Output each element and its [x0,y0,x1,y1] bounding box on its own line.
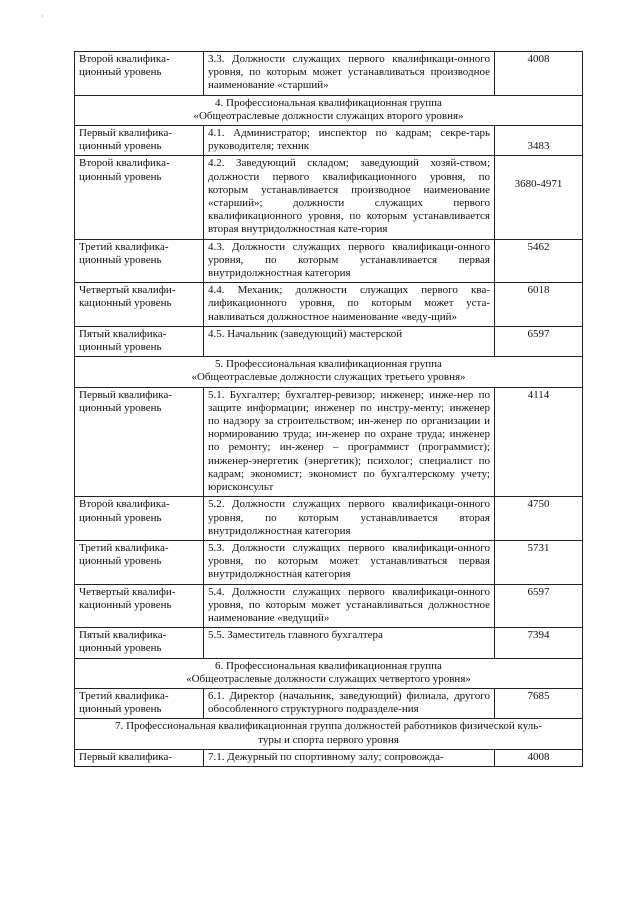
group-subtitle-line: туры и спорта первого уровня [258,733,399,746]
group-title [75,95,583,125]
salary-amount-cell: 5731 [495,540,583,584]
table-row [75,688,583,718]
table-row [75,628,583,658]
position-description-cell: 5.1. Бухгалтер; бухгалтер-ревизор; инженер; инже-нер по защите информации; инженер по инстру-менту; инженер по надзору за строительством; ин-женер по организации и нормированию труда; ин-женер по охране труда; инженер по ремонту; ин-женер – программист (программист); инженер-энергетик (энергетик); психолог; специалист по кадрам; экономист; экономист по бухгалтерскому учету; юрисконсульт [204,387,495,497]
position-description-cell: 4.1. Администратор; инспектор по кадрам; секре-тарь руководителя; техник [204,126,495,156]
level-cell: Третий квалифика-ционный уровень [75,239,204,283]
salary-amount-cell: 5462 [495,239,583,283]
table-row [75,156,583,239]
table-row [75,326,583,356]
table-row [75,540,583,584]
group-header-row [75,357,583,387]
qualification-groups-table [74,51,583,767]
group-title-line: 7. Профессиональная квалификационная группа должностей работников физической куль- [115,720,542,733]
group-title-line: 4. Профессиональная квалификационная группа [215,96,442,109]
level-cell: Пятый квалифика-ционный уровень [75,628,204,658]
scan-mark: ˙ [41,14,44,24]
group-header-row [75,658,583,688]
salary-amount-cell: 4008 [495,749,583,766]
table-row [75,239,583,283]
group-header-row [75,719,583,749]
table-row [75,749,583,766]
salary-amount-cell: 4114 [495,387,583,497]
salary-amount-cell: 6597 [495,326,583,356]
table-row [75,52,583,96]
position-description-cell: 4.3. Должности служащих первого квалификаци-онного уровня, по которым устанавливается первая внутридолжностная категория [204,239,495,283]
position-description-cell: 5.4. Должности служащих первого квалификаци-онного уровня, по которым может устанавливаться должностное наименование «ведущий» [204,584,495,628]
salary-amount-cell: 7394 [495,628,583,658]
level-cell: Первый квалифика-ционный уровень [75,387,204,497]
group-title [75,357,583,387]
salary-amount-cell: 7685 [495,688,583,718]
salary-amount-cell: 3483 [495,126,583,156]
position-description-cell: 4.5. Начальник (заведующий) мастерской [204,326,495,356]
level-cell: Четвертый квалифи-кационный уровень [75,584,204,628]
position-description-cell: 5.2. Должности служащих первого квалификаци-онного уровня, по которым устанавливается вторая внутридолжностная категория [204,497,495,541]
group-title-line: 5. Профессиональная квалификационная группа [215,358,442,371]
salary-amount-cell: 4008 [495,52,583,96]
level-cell: Второй квалифика-ционный уровень [75,497,204,541]
salary-amount-cell: 3680-4971 [495,156,583,239]
level-cell: Пятый квалифика-ционный уровень [75,326,204,356]
group-subtitle-line: «Общеотраслевые должности служащих четвертого уровня» [186,672,471,685]
group-header-row [75,95,583,125]
group-subtitle-line: «Общеотраслевые должности служащих второго уровня» [193,109,464,122]
group-subtitle-line: «Общеотраслевые должности служащих третьего уровня» [191,371,466,384]
level-cell: Третий квалифика-ционный уровень [75,540,204,584]
salary-amount-cell: 4750 [495,497,583,541]
group-title [75,719,583,749]
position-description-cell: 6.1. Директор (начальник, заведующий) филиала, другого обособленного структурного подразделе-ния [204,688,495,718]
table-row [75,584,583,628]
position-description-cell: 3.3. Должности служащих первого квалификаци-онного уровня, по которым может устанавливаться производное наименование «старший» [204,52,495,96]
level-cell: Третий квалифика-ционный уровень [75,688,204,718]
position-description-cell: 7.1. Дежурный по спортивному залу; сопровожда- [204,749,495,766]
table-row [75,283,583,327]
salary-amount-cell: 6597 [495,584,583,628]
position-description-cell: 5.3. Должности служащих первого квалификаци-онного уровня, по которым может устанавливаться первая внутридолжностная категория [204,540,495,584]
level-cell: Первый квалифика- [75,749,204,766]
level-cell: Второй квалифика-ционный уровень [75,156,204,239]
table-row [75,497,583,541]
table-body [75,52,583,767]
position-description-cell: 4.4. Механик; должности служащих первого ква-лификационного уровня, по которым может уста-навливаться должностное наименование «веду-щий» [204,283,495,327]
table-row [75,387,583,497]
level-cell: Четвертый квалифи-кационный уровень [75,283,204,327]
level-cell: Второй квалифика-ционный уровень [75,52,204,96]
position-description-cell: 4.2. Заведующий складом; заведующий хозяй-ством; должности первого квалификационного уровня, по которым устанавливается производное наименование «старший»; должности служащих первого квалификационного уровня, по которым устанавливается вторая внутридолжностная кате-гория [204,156,495,239]
level-cell: Первый квалифика-ционный уровень [75,126,204,156]
salary-amount-cell: 6018 [495,283,583,327]
table-row [75,126,583,156]
group-title [75,658,583,688]
position-description-cell: 5.5. Заместитель главного бухгалтера [204,628,495,658]
group-title-line: 6. Профессиональная квалификационная группа [215,659,442,672]
